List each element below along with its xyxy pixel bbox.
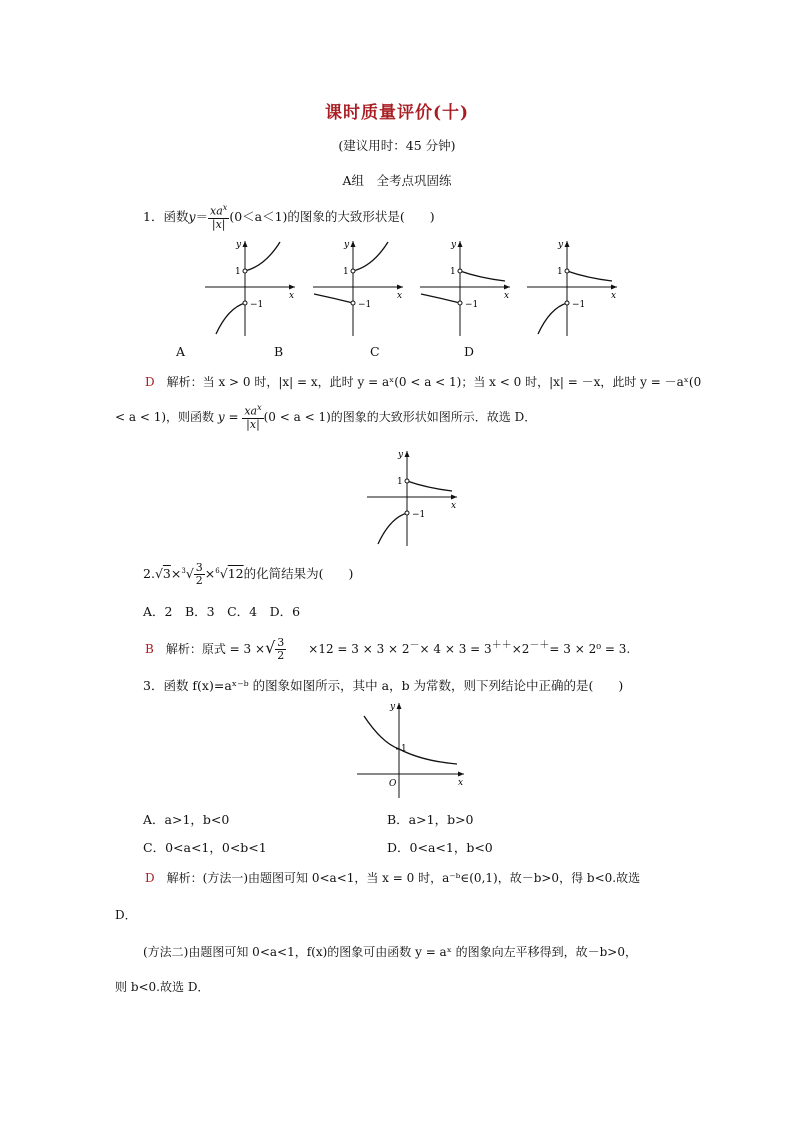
- question-1-explanation-line-2: < a < 1)，则函数 y = $\frac{xa^x}{|x|}$ (0 < a < 1)的图象的大致形状如图所示．故选 D．: [115, 403, 537, 431]
- svg-text:1: 1: [235, 267, 241, 277]
- page-title: 课时质量评价(十): [324, 103, 470, 123]
- svg-text:y: y: [558, 240, 564, 250]
- svg-text:y: y: [390, 702, 396, 712]
- question-1-explanation-line-1: D 解析：当 x > 0 时，|x| = x，此时 y = aˣ(0 < a < 1)；当 x < 0 时，|x| = －x，此时 y = －aˣ(0: [145, 375, 702, 389]
- svg-text:x: x: [504, 291, 510, 301]
- question-2-stem: 2.√3×$^3$√ $\frac{3}{2}$ ×$^6$√12的化简结果为( ): [143, 561, 354, 588]
- option-c-label: C: [370, 344, 380, 359]
- svg-text:−1: −1: [250, 300, 264, 310]
- option-b-label: B: [274, 344, 284, 359]
- question-3-explanation-1: D 解析：(方法一)由题图可知 0<a<1，当 x = 0 时，a⁻ᵇ∈(0,1)，故－b>0，得 b<0.故选: [145, 871, 641, 885]
- svg-text:x: x: [397, 291, 403, 301]
- svg-text:y: y: [451, 240, 457, 250]
- svg-text:y: y: [344, 240, 350, 250]
- question-3-graph: [352, 698, 470, 800]
- option-d-label: D: [464, 344, 475, 359]
- svg-text:x: x: [611, 291, 617, 301]
- question-1-stem: 1．函数y＝ $\frac{xa^x}{|x|}$ (0＜a＜1)的图象的大致形状是( ): [143, 203, 435, 231]
- svg-text:O: O: [389, 779, 397, 789]
- svg-text:x: x: [458, 778, 464, 788]
- svg-text:y: y: [398, 450, 404, 460]
- svg-text:x: x: [451, 501, 457, 511]
- question-3-option-d: D．0<a<1，b<0: [387, 840, 493, 855]
- svg-text:y: y: [236, 240, 242, 250]
- question-3-explanation-2-cont: 则 b<0.故选 D．: [115, 980, 210, 994]
- svg-text:1: 1: [343, 267, 349, 277]
- svg-text:1: 1: [401, 744, 407, 754]
- svg-text:−1: −1: [358, 300, 372, 310]
- svg-text:−1: −1: [412, 510, 426, 520]
- question-3-explanation-1-cont: D．: [115, 908, 137, 922]
- group-heading: A组 全考点巩固练: [342, 173, 452, 188]
- question-3-explanation-2: (方法二)由题图可知 0<a<1，f(x)的图象可由函数 y = aˣ 的图象向左平移得到，故－b>0，: [143, 945, 637, 959]
- svg-text:x: x: [289, 291, 295, 301]
- explanation-graph: [362, 446, 462, 548]
- svg-text:1: 1: [450, 267, 456, 277]
- question-3-stem: 3．函数 f(x)=aˣ⁻ᵇ 的图象如图所示，其中 a，b 为常数，则下列结论中正确的是( ): [143, 678, 624, 693]
- option-b-graph: [308, 236, 408, 338]
- question-3-option-b: B．a>1，b>0: [387, 812, 474, 827]
- question-3-option-c: C．0<a<1，0<b<1: [143, 840, 267, 855]
- svg-text:−1: −1: [572, 300, 586, 310]
- suggested-time: (建议用时：45 分钟): [338, 138, 456, 153]
- option-d-graph: [522, 236, 622, 338]
- question-3-option-a: A．a>1，b<0: [143, 812, 230, 827]
- option-c-graph: [415, 236, 515, 338]
- question-2-explanation: B 解析：原式 = 3 ×√ $\frac{3}{2}$ ×12 = 3 × 3 × 2－× 4 × 3 = 3＋＋×2－＋= 3 × 2⁰ = 3.: [145, 635, 631, 662]
- option-a-graph: [200, 236, 300, 338]
- svg-text:−1: −1: [465, 300, 479, 310]
- question-2-options: A．2 B．3 C．4 D．6: [143, 604, 301, 619]
- option-a-label: A: [176, 344, 186, 359]
- svg-text:1: 1: [397, 477, 403, 487]
- svg-text:1: 1: [557, 267, 563, 277]
